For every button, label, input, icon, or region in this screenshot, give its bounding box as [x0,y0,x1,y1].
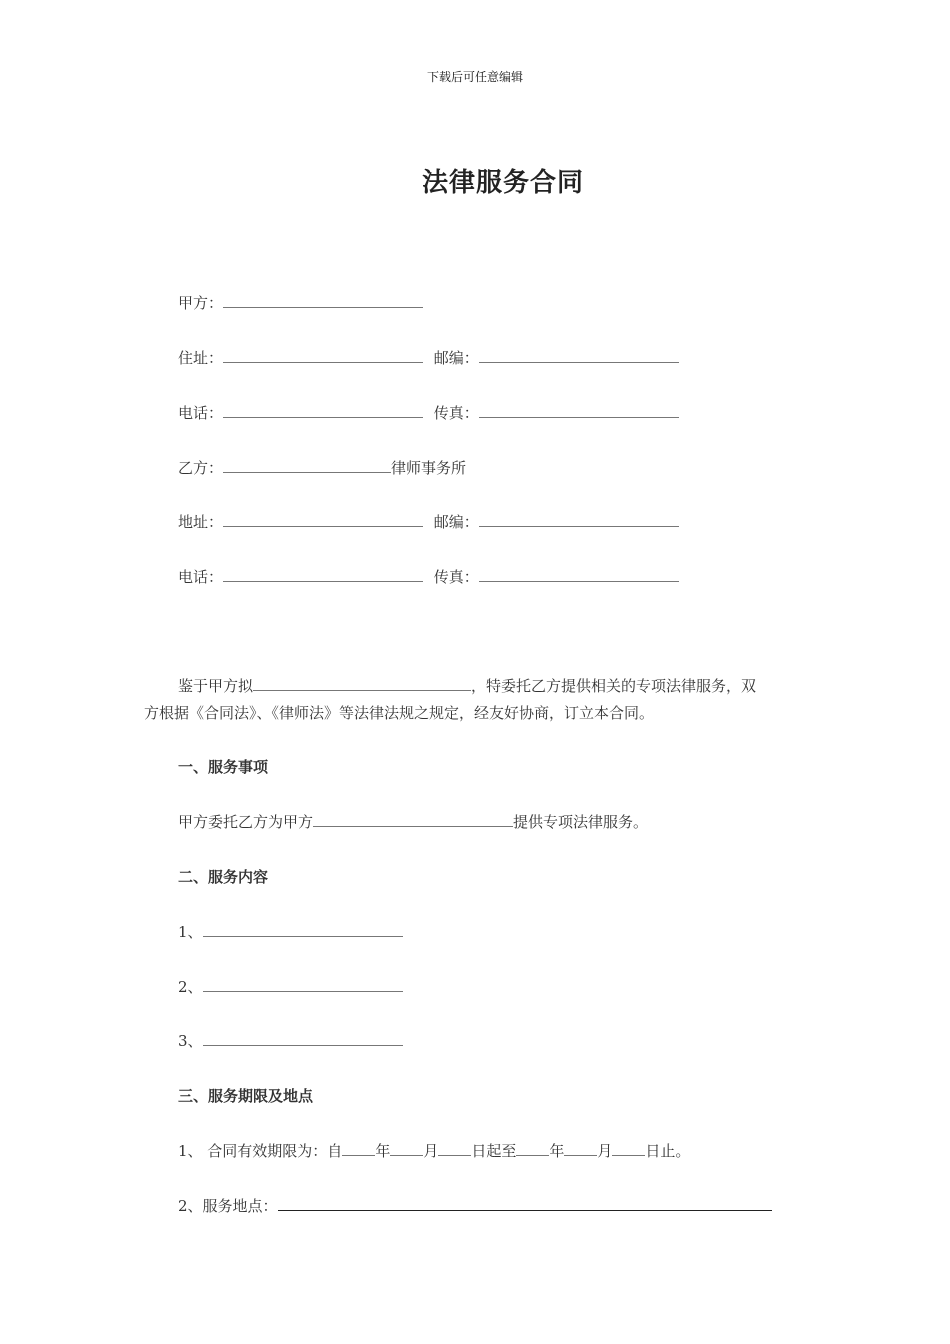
party-b-address-row [178,511,679,532]
party-b-address-label: 地址： [178,513,224,531]
party-b-address-blank [223,514,423,527]
term-day1: 日起至 [471,1142,517,1160]
term-year1: 年 [375,1142,391,1160]
party-a-address-row [178,347,679,368]
party-a-phone-label: 电话： [178,404,224,422]
term-month1-blank [390,1143,423,1156]
party-a-postcode-blank [479,350,679,363]
term-month1: 月 [423,1142,439,1160]
section3-place [178,1195,772,1216]
party-a-row [178,292,423,313]
party-a-fax-blank [479,405,679,418]
section1-blank [313,814,513,827]
section2-item-3 [178,1030,403,1051]
section1-heading: 一、服务事项 [178,758,269,776]
party-a-name-blank [223,295,423,308]
term-year2-blank [516,1143,549,1156]
party-a-fax-label: 传真： [433,404,479,422]
party-b-postcode-blank [479,514,679,527]
section2-heading: 二、服务内容 [178,868,269,886]
preamble-line-1 [178,673,756,700]
section3-heading: 三、服务期限及地点 [178,1087,314,1105]
section2-item-2-number: 2、 [178,978,203,996]
preamble-part2: ，特委托乙方提供相关的专项法律服务，双 [471,677,757,695]
party-b-fax-label: 传真： [433,568,479,586]
party-b-name-blank [223,460,391,473]
party-b-postcode-label: 邮编： [433,513,479,531]
place-label: 2、服务地点： [178,1197,278,1215]
section2-item-1-number: 1、 [178,923,203,941]
section2-item-2-blank [203,979,403,992]
party-b-suffix: 律师事务所 [391,459,467,477]
party-a-label: 甲方： [178,294,224,312]
document-title: 法律服务合同 [421,168,584,198]
term-day1-blank [438,1143,471,1156]
party-a-phone-blank [223,405,423,418]
preamble-blank [253,678,471,691]
party-a-phone-row [178,402,679,423]
party-b-row [178,457,466,478]
section2-item-1-blank [203,924,403,937]
term-year1-blank [342,1143,375,1156]
party-b-phone-label: 电话： [178,568,224,586]
term-day2-blank [612,1143,645,1156]
term-month2-blank [564,1143,597,1156]
section2-item-2 [178,976,403,997]
party-a-postcode-label: 邮编： [433,349,479,367]
term-month2: 月 [597,1142,613,1160]
term-year2: 年 [549,1142,565,1160]
term-prefix: 1、 合同有效期限为：自 [178,1142,343,1160]
section1-text-after: 提供专项法律服务。 [513,813,649,831]
party-a-address-label: 住址： [178,349,224,367]
section3-term [178,1140,690,1161]
party-b-phone-row [178,566,679,587]
section2-item-1 [178,921,403,942]
party-b-phone-blank [223,569,423,582]
preamble-part1: 鉴于甲方拟 [178,677,254,695]
place-blank [278,1198,772,1211]
section1-text [178,811,648,832]
party-b-fax-blank [479,569,679,582]
term-day2: 日止。 [645,1142,691,1160]
download-note: 下载后可任意编辑 [426,70,523,84]
section2-item-3-number: 3、 [178,1032,203,1050]
party-a-address-blank [223,350,423,363]
section2-item-3-blank [203,1033,403,1046]
section1-text-before: 甲方委托乙方为甲方 [178,813,314,831]
party-b-label: 乙方： [178,459,224,477]
preamble-line-2: 方根据《合同法》、《律师法》等法律法规之规定，经友好协商，订立本合同。 [144,704,655,722]
